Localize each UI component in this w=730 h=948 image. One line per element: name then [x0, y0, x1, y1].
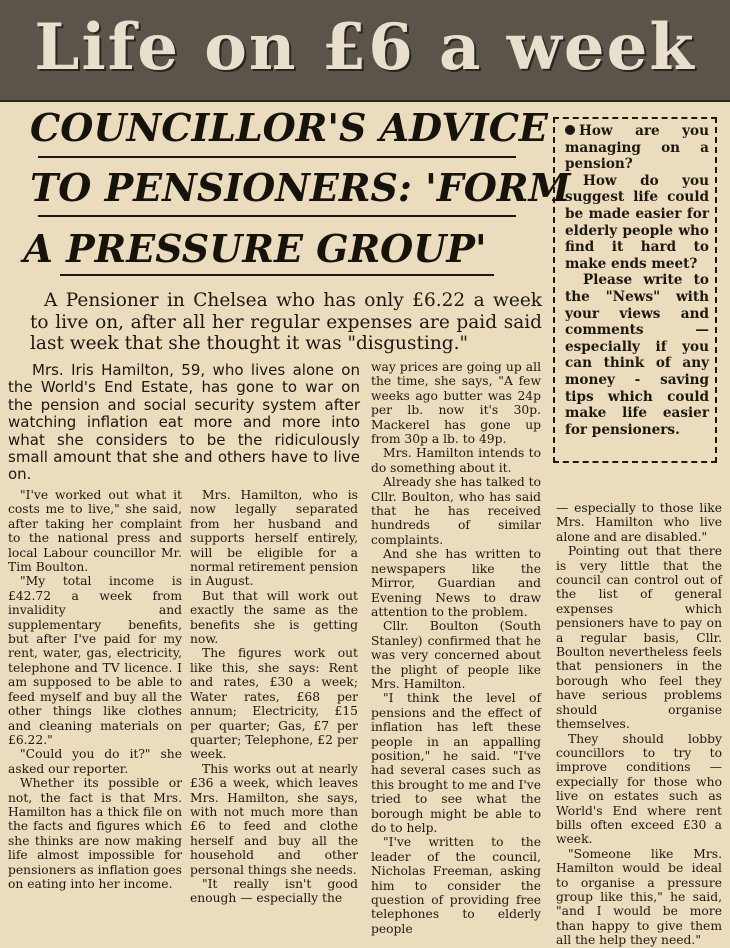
headline-rule-2 — [38, 215, 516, 217]
column-paragraph: "I think the level of pensions and the effect of inflation has left these people in an appalling position," he said. "I've had several cases such as this brought to me and I've tried to see what the borough might be able to do to help. — [371, 691, 541, 835]
article-column-4 — [556, 501, 722, 948]
column-paragraph: "I've written to the leader of the council, Nicholas Freeman, asking him to consider the question of providing free telephones to elderly people — [371, 835, 541, 936]
headline-line-2: TO PENSIONERS: 'FORM — [30, 165, 571, 210]
column-paragraph: Already she has talked to Cllr. Boulton, who has said that he has received hundreds of similar complaints. — [371, 475, 541, 547]
headline-rule-3 — [60, 274, 494, 276]
column-paragraph: This works out at nearly £36 a week, which leaves Mrs. Hamilton, she says, with not much more than £6 to feed and clothe herself and buy all the household and other personal things she needs. — [190, 761, 358, 877]
column-paragraph: But that will work out exactly the same as the benefits she is getting now. — [190, 588, 358, 647]
column-paragraph: "Could you do it?" she asked our reporter. — [8, 747, 182, 776]
headline-line-1: COUNCILLOR'S ADVICE — [30, 105, 548, 150]
column-paragraph: The figures work out like this, she says: Rent and rates, £30 a week; Water rates, £68 per annum; Electricity, £15 per quarter; Gas, £7 per quarter; Telephone, £2 per week. — [190, 646, 358, 762]
column-paragraph: way prices are going up all the time, she says, "A few weeks ago butter was 24p per lb. now it's 30p. Mackerel has gone up from 30p a lb. to 49p. — [371, 360, 541, 447]
article-column-2 — [190, 488, 358, 906]
column-paragraph: Whether its possible or not, the fact is that Mrs. Hamilton has a thick file on the facts and figures which she thinks are now making life almost impossible for pensioners as inflation goes on eating into her income. — [8, 776, 182, 891]
column-paragraph: Mrs. Hamilton, who is now legally separated from her husband and supports herself entirely, will be eligible for a normal retirement pension in August. — [190, 488, 358, 589]
sidebar-question-1-text: How are you managing on a pension? — [565, 123, 709, 173]
reader-appeal-box — [553, 117, 717, 463]
column-paragraph: They should lobby councillors to try to improve conditions — expecially for those who live on estates such as World's End where rent bills often exceed £30 a week. — [556, 731, 722, 847]
article-column-1 — [8, 488, 182, 891]
column-paragraph: Cllr. Boulton (South Stanley) confirmed that he was very concerned about the plight of people like Mrs. Hamilton. — [371, 619, 541, 691]
intro-paragraph: Mrs. Iris Hamilton, 59, who lives alone on the World's End Estate, has gone to war on the pension and social security system after watching inflation eat more and more into what she considers to be the ridiculously small amount that she and others have to live on. — [8, 361, 360, 484]
headline-line-3: A PRESSURE GROUP' — [23, 226, 487, 271]
headline-rule-1 — [38, 156, 516, 158]
column-paragraph: And she has written to newspapers like the Mirror, Guardian and Evening News to draw attention to the problem. — [371, 547, 541, 619]
sidebar-question-1 — [565, 123, 709, 173]
sidebar-appeal: Please write to the "News" with your views and comments — especially if you can think of any money - saving tips which could make life easier for pensioners. — [565, 272, 709, 438]
column-paragraph: — especially to those like Mrs. Hamilton who live alone and are disabled." — [556, 501, 722, 544]
column-paragraph: Mrs. Hamilton intends to do something about it. — [371, 446, 541, 475]
column-paragraph: "Someone like Mrs. Hamilton would be ideal to organise a pressure group like this," he said, "and I would be more than happy to give them all the help they need." — [556, 846, 722, 948]
bullet-icon — [565, 125, 575, 135]
column-paragraph: Pointing out that there is very little that the council can control out of the list of general expenses which pensioners have to pay on a regular basis, Cllr. Boulton nevertheless feels that pensioners in the borough who feel they have serious problems should organise themselves. — [556, 544, 722, 732]
column-paragraph: "My total income is £42.72 a week from invalidity and supplementary benefits, but after I've paid for my rent, water, gas, electricity, telephone and TV licence. I am supposed to be able to feed myself and buy all the other things like clothes and cleaning materials on £6.22." — [8, 574, 182, 747]
column-paragraph: "It really isn't good enough — especially the — [190, 876, 358, 906]
lead-paragraph: A Pensioner in Chelsea who has only £6.22 a week to live on, after all her regular expenses are paid said last week that she thought it was "disgusting." — [30, 290, 542, 354]
column-paragraph: "I've worked out what it costs me to live," she said, after taking her complaint to the national press and local Labour councillor Mr. Tim Boulton. — [8, 488, 182, 575]
sidebar-question-2: How do you suggest life could be made easier for elderly people who find it hard to make ends meet? — [565, 172, 709, 272]
masthead-banner — [0, 0, 730, 102]
article-column-3 — [371, 360, 541, 936]
banner-title: Life on £6 a week — [34, 10, 696, 85]
